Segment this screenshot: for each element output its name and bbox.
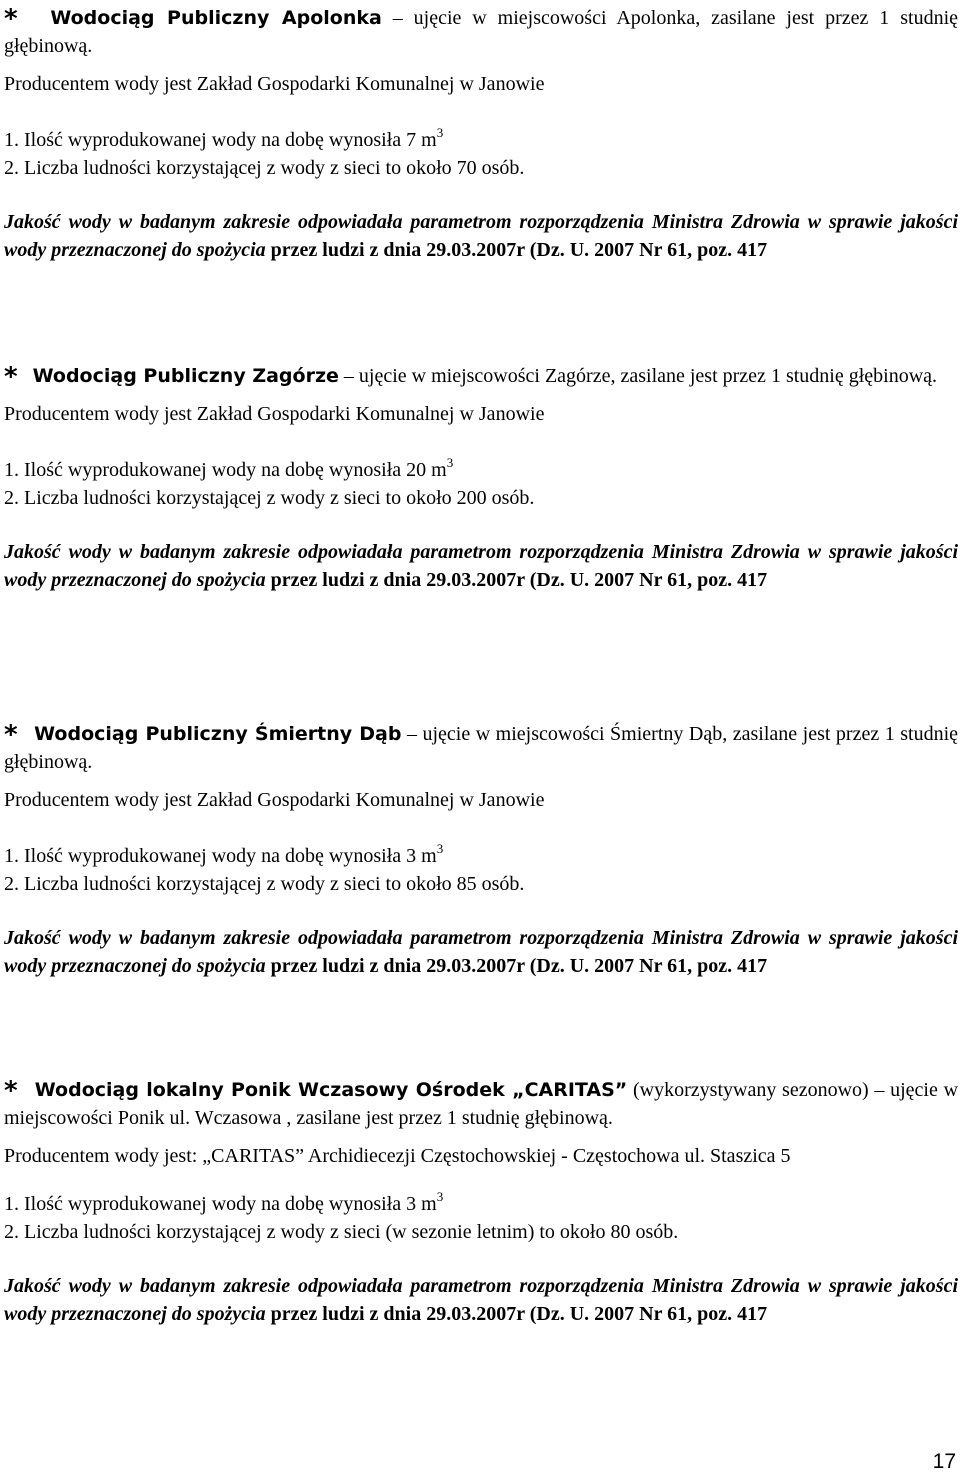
waterworks-name: Wodociąg lokalny Ponik Wczasowy Ośrodek „CARITAS” — [34, 1079, 628, 1101]
waterworks-description: (wykorzystywany sezonowo) – ujęcie w miejscowości Ponik ul. Wczasowa , zasilane jest przez 1 studnię głębinową. — [4, 1079, 959, 1129]
waterworks-description: – ujęcie w miejscowości Apolonka, zasilane jest przez 1 studnię głębinową. — [4, 7, 958, 57]
waterworks-description: – ujęcie w miejscowości Śmiertny Dąb, zasilane jest przez 1 studnię głębinową. — [4, 723, 959, 773]
asterisk-bullet: * — [4, 4, 18, 34]
daily-production-item: 1. Ilość wyprodukowanej wody na dobę wynosiła 3 $m^3$ — [4, 1189, 444, 1215]
waterworks-name: Wodociąg Publiczny Zagórze — [32, 365, 339, 387]
waterworks-name: Wodociąg Publiczny Apolonka — [50, 7, 382, 29]
producer-line: Producentem wody jest Zakład Gospodarki Komunalnej w Janowie — [4, 73, 545, 95]
quality-statement: Jakość wody w badanym zakresie odpowiadała parametrom rozporządzenia Ministra Zdrowia w sprawie jakości wody przeznaczonej do spożycia przez ludzi z dnia 29.03.2007r (Dz. U. 2007 Nr 61, poz. 417 — [4, 1275, 958, 1325]
cubic-superscript: 3 — [436, 1189, 444, 1205]
section-heading — [4, 2, 958, 60]
asterisk-bullet: * — [4, 362, 18, 392]
section-heading — [4, 718, 958, 776]
cubic-superscript: 3 — [446, 455, 454, 471]
cubic-superscript: 3 — [436, 841, 444, 857]
section-smiertny-dab — [4, 718, 958, 980]
quality-statement: Jakość wody w badanym zakresie odpowiadała parametrom rozporządzenia Ministra Zdrowia w sprawie jakości wody przeznaczonej do spożycia przez ludzi z dnia 29.03.2007r (Dz. U. 2007 Nr 61, poz. 417 — [4, 927, 958, 977]
producer-line: Producentem wody jest Zakład Gospodarki Komunalnej w Janowie — [4, 789, 545, 811]
population-item: 2. Liczba ludności korzystającej z wody z sieci to około 85 osób. — [4, 873, 525, 895]
daily-production-item: 1. Ilość wyprodukowanej wody na dobę wynosiła 20 $m^3$ — [4, 455, 454, 481]
population-item: 2. Liczba ludności korzystającej z wody z sieci to około 70 osób. — [4, 157, 525, 179]
population-item: 2. Liczba ludności korzystającej z wody z sieci (w sezonie letnim) to około 80 osób. — [4, 1221, 679, 1243]
asterisk-bullet: * — [4, 1076, 18, 1106]
section-ponik-caritas — [4, 1074, 958, 1328]
section-apolonka — [4, 2, 958, 264]
cubic-superscript: 3 — [436, 125, 444, 141]
quality-statement: Jakość wody w badanym zakresie odpowiadała parametrom rozporządzenia Ministra Zdrowia w sprawie jakości wody przeznaczonej do spożycia przez ludzi z dnia 29.03.2007r (Dz. U. 2007 Nr 61, poz. 417 — [4, 211, 958, 261]
population-item: 2. Liczba ludności korzystającej z wody z sieci to około 200 osób. — [4, 487, 535, 509]
asterisk-bullet: * — [4, 720, 18, 750]
waterworks-name: Wodociąg Publiczny Śmiertny Dąb — [34, 723, 402, 745]
quality-statement: Jakość wody w badanym zakresie odpowiadała parametrom rozporządzenia Ministra Zdrowia w sprawie jakości wody przeznaczonej do spożycia przez ludzi z dnia 29.03.2007r (Dz. U. 2007 Nr 61, poz. 417 — [4, 541, 958, 591]
producer-line: Producentem wody jest: „CARITAS” Archidiecezji Częstochowskiej - Częstochowa ul. Staszica 5 — [4, 1145, 791, 1167]
section-heading — [4, 360, 958, 390]
waterworks-description: – ujęcie w miejscowości Zagórze, zasilane jest przez 1 studnię głębinową. — [338, 365, 938, 387]
daily-production-item: 1. Ilość wyprodukowanej wody na dobę wynosiła 3 $m^3$ — [4, 841, 444, 867]
section-zagorze — [4, 360, 958, 594]
producer-line: Producentem wody jest Zakład Gospodarki Komunalnej w Janowie — [4, 403, 545, 425]
page-number: 17 — [932, 1450, 956, 1473]
daily-production-item: 1. Ilość wyprodukowanej wody na dobę wynosiła 7 $m^3$ — [4, 125, 444, 151]
section-heading — [4, 1074, 958, 1132]
